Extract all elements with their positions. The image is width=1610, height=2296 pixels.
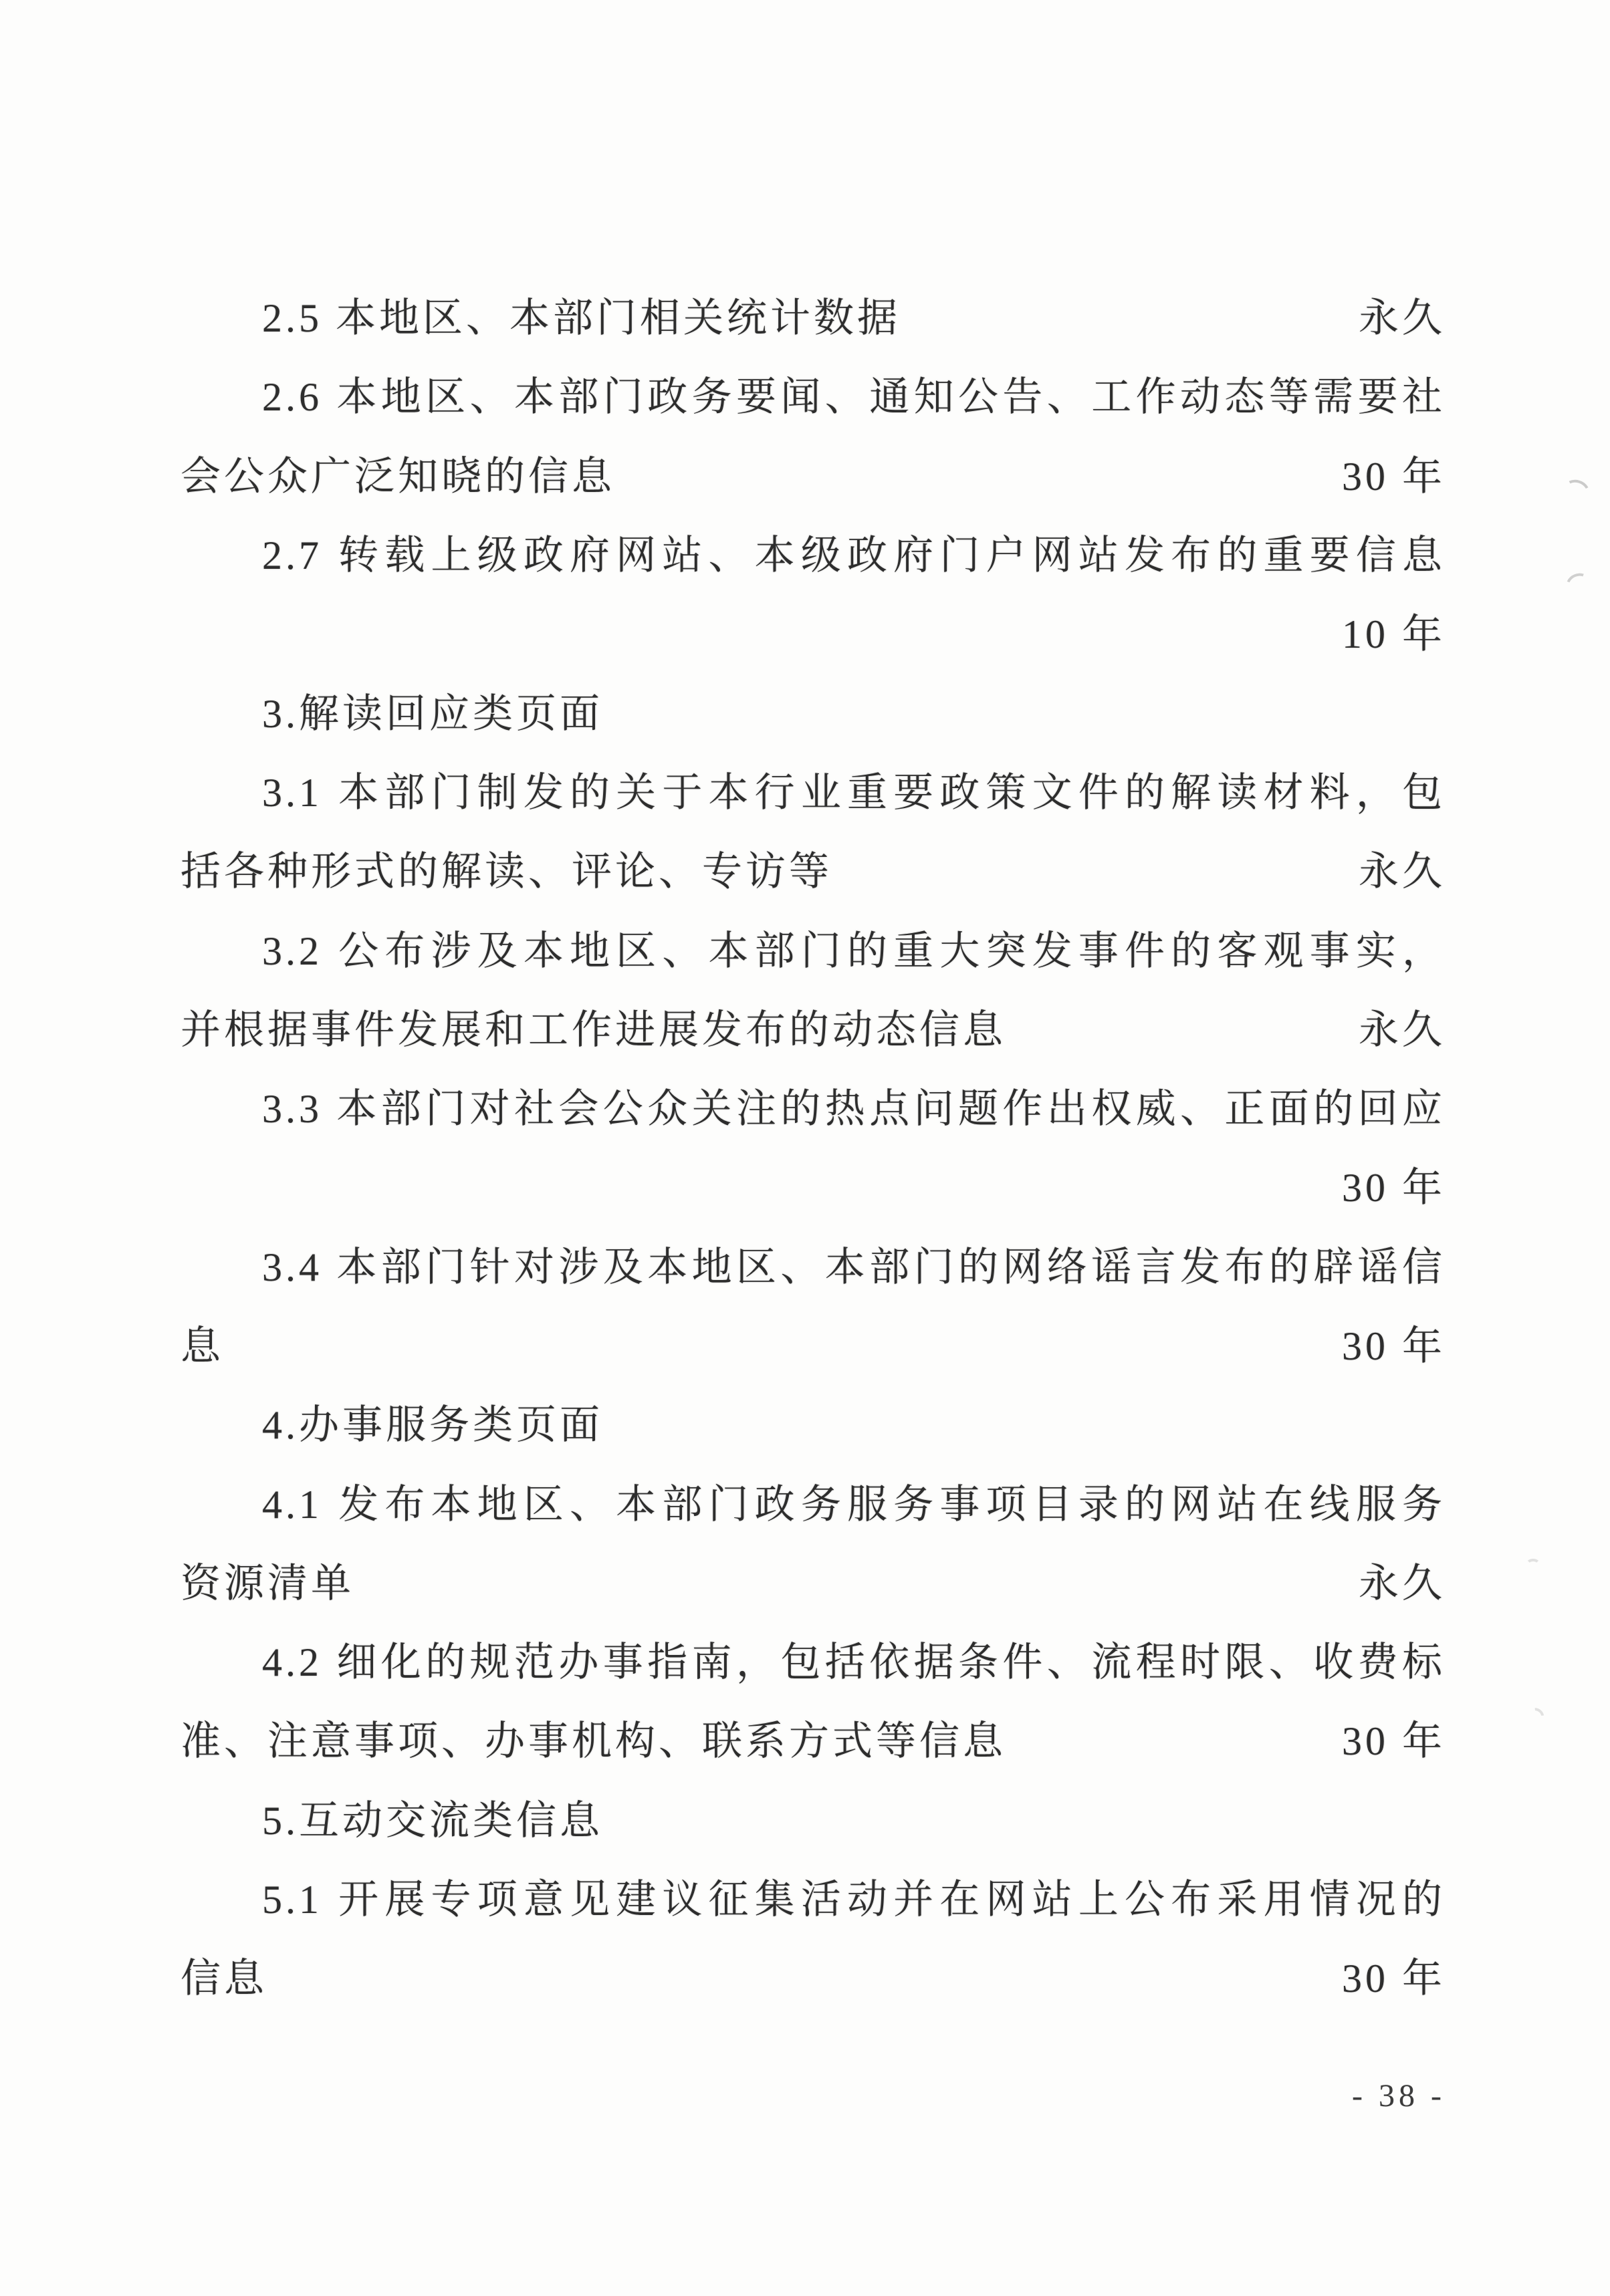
line-text: 3.4 本部门针对涉及本地区、本部门的网络谣言发布的辟谣信 — [262, 1245, 1446, 1289]
section-heading — [181, 670, 1446, 749]
line-text: 3.2 公布涉及本地区、本部门的重大突发事件的客观事实， — [262, 928, 1446, 973]
line-text: 并根据事件发展和工作进展发布的动态信息 — [181, 1007, 1006, 1052]
document-line — [181, 1303, 1446, 1382]
retention-value: 30 年 — [1342, 1324, 1446, 1368]
retention-value: 永久 — [1359, 296, 1446, 341]
retention-value: 30 年 — [1342, 1166, 1446, 1210]
line-text: 资源清单 — [181, 1561, 354, 1606]
document-line — [181, 1698, 1446, 1777]
scan-speck — [1559, 476, 1593, 509]
line-text: 4.1 发布本地区、本部门政务服务事项目录的网站在线服务 — [262, 1482, 1446, 1527]
document-line — [181, 275, 1446, 354]
line-text: 2.7 转载上级政府网站、本级政府门户网站发布的重要信息 — [262, 533, 1446, 578]
line-text: 信息 — [181, 1956, 267, 2001]
document-line — [181, 1857, 1446, 1936]
document-line — [181, 1145, 1446, 1224]
document-line — [181, 354, 1446, 433]
section-heading — [181, 1778, 1446, 1857]
document-line — [181, 908, 1446, 987]
document-line — [181, 513, 1446, 592]
retention-value: 30 年 — [1342, 454, 1446, 499]
retention-value: 30 年 — [1342, 1719, 1446, 1764]
retention-value: 永久 — [1359, 850, 1446, 894]
retention-value: 永久 — [1359, 1007, 1446, 1052]
scan-speck — [1526, 1559, 1540, 1571]
document-line — [181, 1225, 1446, 1303]
line-text: 会公众广泛知晓的信息 — [181, 454, 615, 499]
line-text: 4.办事服务类页面 — [262, 1403, 603, 1448]
document-line — [181, 1066, 1446, 1145]
document-line — [181, 434, 1446, 513]
retention-value: 永久 — [1359, 1561, 1446, 1606]
line-text: 3.1 本部门制发的关于本行业重要政策文件的解读材料，包 — [262, 770, 1446, 815]
line-text: 5.1 开展专项意见建议征集活动并在网站上公布采用情况的 — [262, 1878, 1446, 1922]
document-line — [181, 1936, 1446, 2015]
scan-speck — [1526, 1705, 1546, 1726]
line-text: 3.3 本部门对社会公众关注的热点问题作出权威、正面的回应 — [262, 1087, 1446, 1132]
line-text: 2.6 本地区、本部门政务要闻、通知公告、工作动态等需要社 — [262, 375, 1446, 420]
document-line — [181, 592, 1446, 670]
document-body — [181, 275, 1446, 2015]
line-text: 5.互动交流类信息 — [262, 1798, 603, 1843]
section-heading — [181, 1382, 1446, 1461]
line-text: 3.解读回应类页面 — [262, 691, 603, 736]
line-text: 括各种形式的解读、评论、专访等 — [181, 850, 832, 894]
document-line — [181, 829, 1446, 908]
scan-speck — [1563, 569, 1595, 601]
line-text: 2.5 本地区、本部门相关统计数据 — [262, 296, 901, 341]
document-line — [181, 1620, 1446, 1698]
retention-value: 10 年 — [1342, 612, 1446, 657]
line-text: 准、注意事项、办事机构、联系方式等信息 — [181, 1719, 1006, 1764]
line-text: 息 — [181, 1324, 224, 1368]
document-line — [181, 987, 1446, 1066]
retention-value: 30 年 — [1342, 1956, 1446, 2001]
document-line — [181, 1541, 1446, 1620]
page-number: - 38 - — [1352, 2078, 1446, 2114]
document-line — [181, 750, 1446, 829]
line-text: 4.2 细化的规范办事指南，包括依据条件、流程时限、收费标 — [262, 1640, 1446, 1685]
document-line — [181, 1461, 1446, 1540]
